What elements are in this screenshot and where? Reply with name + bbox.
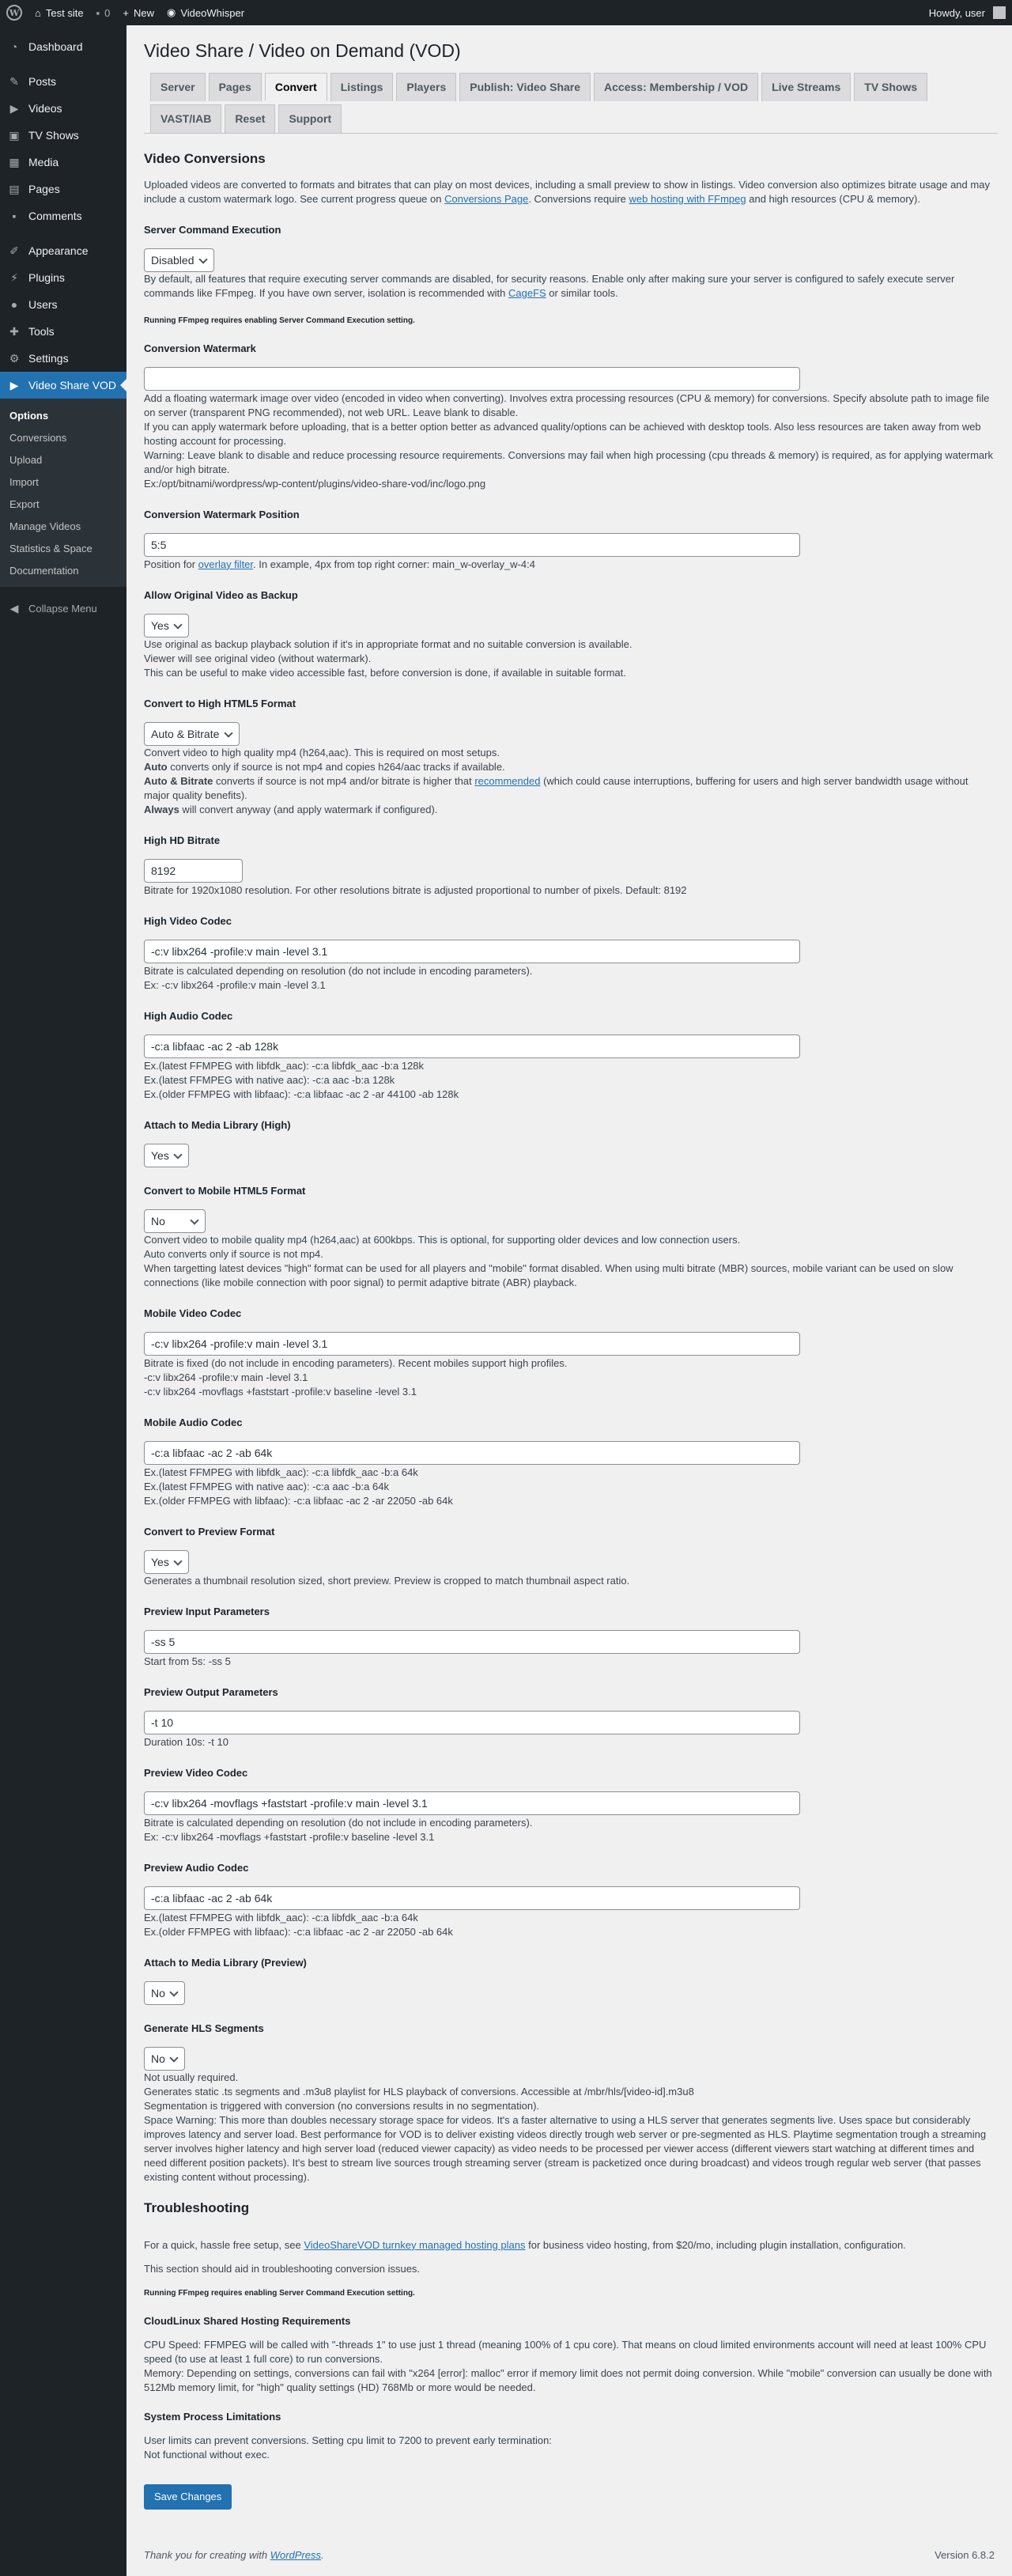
sidebar-item-label: Video Share VOD [28,379,117,392]
preview-input-input[interactable] [144,1630,800,1654]
mobile-audio-codec-label: Mobile Audio Codec [144,1416,243,1428]
desc-text: User limits can prevent conversions. Setting cpu limit to 7200 to prevent early termination: [144,2434,552,2446]
desc-text: Ex.(latest FFMPEG with libfdk_aac): -c:a libfdk_aac -b:a 64k [144,1911,418,1923]
sidebar-item-video-share-vod[interactable] [0,372,126,399]
process-limits-desc [144,2434,995,2462]
desc-text: (which could cause interruptions, buffering for users and high server bandwidth usage without major quality benefits). [144,774,969,801]
desc-text: Convert video to mobile quality mp4 (h264,aac) at 600kbps. This is optional, for supporting older devices and low connection users. [144,1233,741,1246]
desc-text: Warning: Leave blank to disable and reduce processing resource requirements. Conversions may fail when high processing (cpu threads & memory) is required, as for applying watermark and/or high bitrate. [144,448,993,475]
new-content-link[interactable] [116,0,160,25]
troubleshooting-title: Troubleshooting [144,2200,250,2215]
desc-bold: Always [144,803,179,815]
hls-select-wrap [144,2047,185,2071]
account-menu[interactable] [923,0,1012,25]
desc-bold: Auto [144,760,168,773]
comments-link[interactable] [90,0,117,25]
comment-icon: ▪ [12,210,17,222]
intro-text: and high resources (CPU & memory). [746,192,920,205]
high-html5-label: Convert to High HTML5 Format [144,697,296,709]
preview-audio-codec-label: Preview Audio Codec [144,1861,249,1874]
desc-text: This can be useful to make video accessible fast, before conversion is done, if available in suitable format. [144,666,626,679]
preview-output-label: Preview Output Parameters [144,1685,278,1698]
comment-bubble-icon: ▪ [96,6,100,19]
settings-icon: ⚙ [9,351,20,365]
troubleshooting-intro: This section should aid in troubleshooting conversion issues. [144,2262,421,2275]
preview-format-desc: Generates a thumbnail resolution sized, short preview. Preview is cropped to match thumbnail aspect ratio. [144,1574,630,1587]
section-intro [144,178,995,206]
mobile-html5-label: Convert to Mobile HTML5 Format [144,1184,306,1197]
sidebar-item-label: TV Shows [28,129,79,142]
attach-preview-select-wrap [144,1981,185,2005]
desc-bold: Auto & Bitrate [144,774,213,787]
managed-hosting-link[interactable]: VideoShareVOD turnkey managed hosting plans [304,2238,526,2251]
sidebar-item-tv-shows[interactable] [0,122,126,149]
admin-bar [0,0,1012,25]
submenu-options[interactable]: Options [9,409,49,422]
new-label: New [133,6,154,19]
tab-publish-video-share[interactable]: Publish: Video Share [459,73,591,101]
desc-text: Ex.(older FFMPEG with libfaac): -c:a libfaac -ac 2 -ar 22050 -ab 64k [144,1494,453,1507]
desc-text: -c:v libx264 -movflags +faststart -profile:v baseline -level 3.1 [144,1385,417,1398]
sidebar-item-posts[interactable] [0,68,126,95]
preview-output-desc: Duration 10s: -t 10 [144,1735,228,1748]
desc-text: Add a floating watermark image over video (encoded in video when converting). Involves extra processing resources (CPU & memory) for conversions. Specify absolute path to image file on server (transparent PNG recommended), not web URL. Leave blank to disable. [144,392,990,418]
preview-video-codec-desc [144,1816,995,1844]
submenu-upload[interactable]: Upload [9,453,43,466]
admin-sidebar [0,25,126,2576]
dashboard-icon: ◔ [10,40,18,53]
collapse-label: Collapse Menu [28,602,97,615]
desc-text: Convert video to high quality mp4 (h264,aac). This is required on most setups. [144,746,500,758]
footer-text: Thank you for creating with [144,2549,270,2561]
watermark-desc [144,392,995,491]
plugin-label: VideoWhisper [180,6,245,19]
cloudlinux-title: CloudLinux Shared Hosting Requirements [144,2314,351,2327]
desc-text: Viewer will see original video (without watermark). [144,652,372,664]
desc-text: Bitrate is calculated depending on resolution (do not include in encoding parameters). [144,1816,533,1829]
high-bitrate-desc: Bitrate for 1920x1080 resolution. For other resolutions bitrate is adjusted proportional to number of pixels. Default: 8192 [144,883,687,896]
video-share-icon: ▶ [9,378,19,392]
high-video-codec-label: High Video Codec [144,914,232,927]
submenu-export[interactable]: Export [9,497,40,510]
sidebar-item-videos[interactable] [0,95,126,122]
sidebar-item-pages[interactable] [0,176,126,202]
desc-text: By default, all features that require executing server commands are disabled, for security reasons. Enable only after making sure your server is configured to safely execute server commands like FFmpeg. If you have own server, isolation is recommended with [144,272,955,299]
high-html5-select[interactable] [144,722,240,746]
brush-icon: ✐ [9,244,19,257]
ffmpeg-note: Running FFmpeg requires enabling Server Command Execution setting. [144,316,415,325]
submenu-conversions[interactable]: Conversions [9,431,67,444]
server-exec-select-wrap [144,248,214,272]
admin-footer [144,2549,995,2561]
desc-text: Not usually required. [144,2071,239,2083]
attach-high-label: Attach to Media Library (High) [144,1118,291,1131]
sidebar-item-label: Plugins [28,271,65,284]
original-backup-label: Allow Original Video as Backup [144,588,298,601]
howdy-text: Howdy, user [928,6,985,19]
watermark-position-desc [144,558,995,572]
settings-tabs [144,73,998,134]
watermark-position-label: Conversion Watermark Position [144,508,300,520]
hls-select[interactable] [144,2047,185,2071]
desc-text: Bitrate is fixed (do not include in encoding parameters). Recent mobiles support high profiles. [144,1356,568,1369]
attach-preview-select[interactable] [144,1981,185,2005]
preview-output-input[interactable] [144,1711,800,1734]
desc-text: Ex.(latest FFMPEG with native aac): -c:a aac -b:a 128k [144,1073,395,1086]
tab-vast-iab[interactable]: VAST/IAB [150,104,221,133]
wordpress-link[interactable]: WordPress [270,2549,321,2561]
site-name-link[interactable] [28,0,90,25]
desc-text: Ex: -c:v libx264 -movflags +faststart -profile:v baseline -level 3.1 [144,1830,435,1843]
plus-icon: + [123,6,129,19]
desc-text: For a quick, hassle free setup, see [144,2238,304,2251]
wp-logo-menu[interactable] [0,0,28,25]
sidebar-item-appearance[interactable] [0,237,126,264]
videowhisper-link[interactable] [160,0,251,25]
watermark-position-input[interactable] [144,533,800,557]
sidebar-item-media[interactable] [0,149,126,176]
tab-access-membership-vod[interactable]: Access: Membership / VOD [594,73,758,101]
attach-high-select-wrap [144,1144,189,1167]
attach-preview-label: Attach to Media Library (Preview) [144,1956,307,1969]
desc-text: converts only if source is not mp4 and copies h264/aac tracks if available. [167,760,505,773]
cloudlinux-desc [144,2338,995,2395]
desc-text: CPU Speed: FFMPEG will be called with "-threads 1" to use just 1 thread (meaning 100% of 1 cpu core). That means on cloud limited environments account will need at least 100% CPU speed (to use at least 1 full core) to run conversions. [144,2338,987,2365]
main-content [126,25,1012,2576]
high-video-codec-input[interactable] [144,940,800,963]
tab-support[interactable]: Support [278,104,342,133]
desc-text: Segmentation is triggered with conversion (no conversions results in no segmentation). [144,2099,540,2112]
desc-text: Space Warning: This more than doubles necessary storage space for videos. It's a faster alternative to using a HLS server that generates segments live. Uses space but considerably improves latency and server load. Best performance for VOD is to deliver existing videos directly trough web server or pre-segmented as HLS. Playtime segmentation trough a streaming server involves higher latency and high server load (reduced viewer capacity) as video needs to be processed per viewer access (different viewers start watching at different times and need different position packets). It's best to stream live sources trough streaming server (stream is packetized once during broadcast) and videos trough regular web server (that passes existing content without processing). [144,2113,987,2183]
preview-video-codec-input[interactable] [144,1791,800,1815]
wordpress-logo-icon: W [6,5,22,21]
collapse-menu-button[interactable] [0,595,126,622]
high-audio-codec-label: High Audio Codec [144,1009,233,1022]
preview-audio-codec-desc [144,1911,995,1939]
media-icon: ▦ [9,155,20,168]
tab-players[interactable]: Players [396,73,456,101]
sidebar-submenu [0,399,126,587]
sidebar-item-users[interactable] [0,291,126,318]
tab-tv-shows[interactable]: TV Shows [854,73,927,101]
desc-text: Ex.(latest FFMPEG with native aac): -c:a aac -b:a 64k [144,1480,389,1492]
desc-text: Use original as backup playback solution if it's in appropriate format and no suitable conversion is available. [144,637,632,650]
save-changes-button[interactable]: Save Changes [144,2484,232,2510]
high-html5-desc [144,746,995,817]
sidebar-item-label: Media [28,156,59,168]
desc-text: Bitrate is calculated depending on resolution (do not include in encoding parameters). [144,964,533,977]
eye-icon: ◉ [167,6,176,18]
sidebar-item-label: Dashboard [28,40,83,53]
tab-live-streams[interactable]: Live Streams [761,73,851,101]
desc-text: . In example, 4px from top right corner: main_w-overlay_w-4:4 [253,558,535,570]
preview-format-select[interactable] [144,1550,189,1574]
desc-text: Ex.(latest FFMPEG with libfdk_aac): -c:a libfdk_aac -b:a 64k [144,1466,418,1478]
comments-count: 0 [104,6,111,19]
sidebar-item-plugins[interactable] [0,264,126,291]
desc-text: Memory: Depending on settings, conversions can fail with "x264 [error]: malloc" error if memory limit does not permit doing conversion. While "mobile" conversion can usually be done with 512Mb memory limit, for "high" quality settings (HD) 768Mb or more would be needed. [144,2366,992,2393]
attach-high-select[interactable] [144,1144,189,1167]
sidebar-item-label: Comments [28,210,82,222]
collapse-icon: ◀ [9,601,19,615]
tab-server[interactable]: Server [150,73,206,101]
original-backup-select[interactable] [144,614,189,637]
watermark-label: Conversion Watermark [144,342,256,354]
hls-desc [144,2071,995,2184]
avatar [993,6,1006,19]
section-title: Video Conversions [144,150,266,166]
footer-thanks [144,2549,324,2561]
submenu-manage-videos[interactable]: Manage Videos [9,520,81,532]
desc-text: Auto converts only if source is not mp4. [144,1247,323,1260]
page-title: Video Share / Video on Demand (VOD) [144,40,461,61]
footer-version: Version 6.8.2 [935,2549,995,2561]
tab-listings[interactable]: Listings [330,73,394,101]
wrench-icon: ✚ [9,324,19,338]
desc-text: will convert anyway (and apply watermark if configured). [179,803,438,815]
submenu-import[interactable]: Import [9,475,39,488]
desc-text: Ex.(older FFMPEG with libfaac): -c:a libfaac -ac 2 -ar 44100 -ab 128k [144,1088,459,1100]
mobile-video-codec-label: Mobile Video Codec [144,1307,242,1319]
intro-text: Uploaded videos are converted to formats and bitrates that can play on most devices, including a small preview to show in listings. Video conversion also optimizes bitrate usage and may include a custom watermark logo. See current progress queue on [144,178,990,205]
pin-icon: ✎ [9,74,19,88]
desc-text: Ex.(latest FFMPEG with libfdk_aac): -c:a libfdk_aac -b:a 128k [144,1059,425,1072]
sidebar-item-label: Pages [28,183,60,195]
desc-text: -c:v libx264 -profile:v main -level 3.1 [144,1371,308,1383]
server-exec-select[interactable] [144,248,214,272]
server-exec-label: Server Command Execution [144,223,281,236]
server-exec-desc [144,272,995,301]
preview-format-select-wrap [144,1550,189,1574]
mobile-html5-desc [144,1233,995,1290]
submenu-documentation[interactable]: Documentation [9,564,79,577]
tab-pages[interactable]: Pages [209,73,262,101]
sidebar-item-comments[interactable] [0,202,126,229]
desc-text: Generates static .ts segments and .m3u8 playlist for HLS playback of conversions. Accessible at /mbr/hls/[video-id].m3u8 [144,2085,694,2097]
home-icon: ⌂ [35,6,41,19]
tab-reset[interactable]: Reset [225,104,275,133]
overlay-filter-link[interactable]: overlay filter [198,558,254,570]
video-icon: ▶ [9,101,19,115]
high-video-codec-desc [144,964,995,993]
original-backup-select-wrap [144,614,189,637]
desc-text: or similar tools. [546,286,618,299]
sidebar-item-label: Posts [28,75,57,88]
high-bitrate-label: High HD Bitrate [144,834,221,846]
tv-icon: ▣ [9,128,20,142]
recommended-link[interactable]: recommended [474,774,541,787]
sidebar-item-tools[interactable] [0,318,126,345]
desc-text: Ex:/opt/bitnami/wordpress/wp-content/plugins/video-share-vod/inc/logo.png [144,477,486,490]
plugin-icon: ⚡ [10,270,18,284]
mobile-html5-select[interactable] [144,1209,206,1233]
user-icon: ● [10,298,18,311]
preview-audio-codec-input[interactable] [144,1886,800,1910]
site-name: Test site [45,6,84,19]
sidebar-item-settings[interactable] [0,345,126,372]
desc-text: If you can apply watermark before uploading, that is a better option better as advanced quality/options can be achieved with desktop tools. Also less resources are taken away from web hosting account for processing. [144,420,981,447]
page-icon: ▤ [9,182,20,195]
high-bitrate-input[interactable] [144,859,243,883]
submenu-statistics-space[interactable]: Statistics & Space [9,542,93,554]
mobile-video-codec-input[interactable] [144,1332,800,1356]
preview-format-label: Convert to Preview Format [144,1525,275,1538]
mobile-video-codec-desc [144,1356,995,1399]
sidebar-item-label: Appearance [28,244,89,257]
preview-input-label: Preview Input Parameters [144,1605,270,1617]
hls-label: Generate HLS Segments [144,2022,264,2034]
sidebar-item-label: Users [28,298,58,311]
sidebar-item-dashboard[interactable] [0,33,126,60]
tab-convert[interactable]: Convert [265,73,327,101]
sidebar-item-label: Videos [28,102,62,115]
mobile-audio-codec-input[interactable] [144,1441,800,1465]
watermark-input[interactable] [144,367,800,391]
mobile-audio-codec-desc [144,1466,995,1508]
process-limits-title: System Process Limitations [144,2410,281,2423]
desc-text: Ex.(older FFMPEG with libfaac): -c:a libfaac -ac 2 -ar 22050 -ab 64k [144,1925,453,1938]
sidebar-item-label: Tools [28,325,55,338]
desc-text: converts if source is not mp4 and/or bitrate is higher that [213,774,475,787]
footer-text: . [321,2549,324,2561]
desc-text: Not functional without exec. [144,2448,270,2461]
cagefs-link[interactable]: CageFS [508,286,546,299]
high-audio-codec-input[interactable] [144,1035,800,1058]
desc-text: for business video hosting, from $20/mo, including plugin installation, configuration. [525,2238,906,2251]
desc-text: Position for [144,558,198,570]
high-audio-codec-desc [144,1059,995,1102]
desc-text: Ex: -c:v libx264 -profile:v main -level 3.1 [144,978,326,991]
sidebar-item-label: Settings [28,352,69,365]
preview-video-codec-label: Preview Video Codec [144,1766,248,1779]
original-backup-desc [144,637,995,680]
preview-input-desc: Start from 5s: -ss 5 [144,1655,231,1667]
troubleshooting-hosting [144,2238,995,2253]
high-html5-select-wrap [144,722,240,746]
intro-text: . Conversions require [528,192,629,205]
desc-text: When targetting latest devices "high" format can be used for all players and "mobile" format disabled. When using multi bitrate (MBR) sources, mobile variant can be used on slow connections (like mobile connection with poor signal) to permit adaptive bitrate (ABR) playback. [144,1262,953,1288]
troubleshooting-ffmpeg-note: Running FFmpeg requires enabling Server Command Execution setting. [144,2288,415,2298]
ffmpeg-hosting-link[interactable]: web hosting with FFmpeg [629,192,746,205]
mobile-html5-select-wrap [144,1209,206,1233]
conversions-page-link[interactable]: Conversions Page [444,192,529,205]
